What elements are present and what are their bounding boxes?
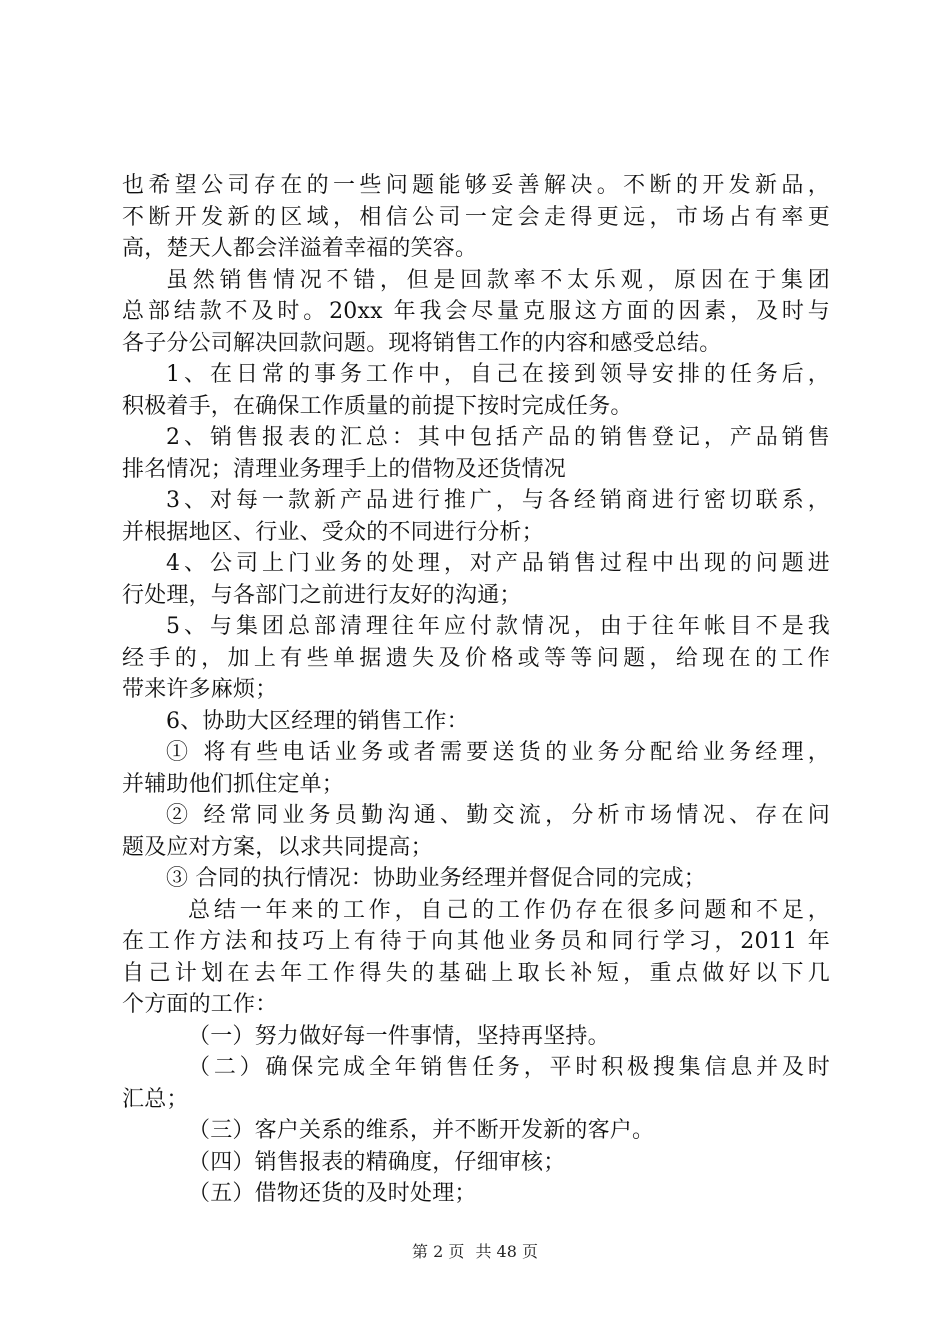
paragraph-line: 行处理，与各部门之前进行友好的沟通； [122, 582, 522, 608]
paragraph-line: 5、与集团总部清理往年应付款情况，由于往年帐目不是我 [166, 614, 830, 639]
paragraph-line: 并辅助他们抓住定单； [122, 771, 345, 797]
total-pages: 共 48 页 [475, 1242, 538, 1261]
paragraph-line: 总部结款不及时。20xx 年我会尽量克服这方面的因素，及时与 [122, 299, 830, 324]
paragraph-line: （三）客户关系的维系，并不断开发新的客户。 [188, 1118, 655, 1143]
paragraph-line: 高，楚天人都会洋溢着幸福的笑容。 [122, 236, 478, 261]
paragraph-line: 排名情况；清理业务理手上的借物及还货情况 [122, 456, 567, 482]
paragraph-line: 积极着手，在确保工作质量的前提下按时完成任务。 [122, 393, 633, 419]
paragraph-line: 总结一年来的工作，自己的工作仍存在很多问题和不足， [188, 897, 830, 923]
paragraph-line: 带来许多麻烦； [122, 677, 278, 702]
paragraph-line: ① 将有些电话业务或者需要送货的业务分配给业务经理， [166, 740, 830, 765]
paragraph-line: ② 经常同业务员勤沟通、勤交流，分析市场情况、存在问 [166, 803, 830, 828]
paragraph-line: ③ 合同的执行情况：协助业务经理并督促合同的完成； [166, 866, 706, 891]
paragraph-line: 题及应对方案，以求共同提高； [122, 834, 433, 860]
paragraph-line: 虽然销售情况不错，但是回款率不太乐观，原因在于集团 [166, 267, 830, 293]
paragraph-line: （一）努力做好每一件事情，坚持再坚持。 [188, 1023, 610, 1049]
paragraph-line: 3、对每一款新产品进行推广，与各经销商进行密切联系， [166, 488, 830, 513]
paragraph-line: （二）确保完成全年销售任务，平时积极搜集信息并及时 [188, 1055, 830, 1080]
paragraph-line: 个方面的工作： [122, 992, 278, 1017]
paragraph-line: 自己计划在去年工作得失的基础上取长补短，重点做好以下几 [122, 960, 830, 986]
paragraph-line: 各子分公司解决回款问题。现将销售工作的内容和感受总结。 [122, 330, 722, 356]
paragraph-line: 经手的，加上有些单据遗失及价格或等等问题，给现在的工作 [122, 645, 830, 671]
paragraph-line: 并根据地区、行业、受众的不同进行分析； [122, 519, 544, 545]
paragraph-line: （四）销售报表的精确度，仔细审核； [188, 1149, 566, 1175]
paragraph-line: 4、公司上门业务的处理，对产品销售过程中出现的问题进 [166, 551, 830, 576]
paragraph-line: 汇总； [122, 1086, 189, 1112]
page-number: 第 2 页 [412, 1242, 465, 1261]
page-footer [0, 1242, 950, 1262]
paragraph-line: 6、协助大区经理的销售工作： [166, 708, 469, 734]
paragraph-line: 也希望公司存在的一些问题能够妥善解决。不断的开发新品， [122, 173, 830, 198]
paragraph-line: 2、销售报表的汇总：其中包括产品的销售登记，产品销售 [166, 425, 830, 450]
paragraph-line: 在工作方法和技巧上有待于向其他业务员和同行学习，2011 年 [122, 929, 830, 954]
paragraph-line: 不断开发新的区域，相信公司一定会走得更远，市场占有率更 [122, 204, 830, 230]
document-body [122, 170, 830, 1210]
paragraph-line: 1、在日常的事务工作中，自己在接到领导安排的任务后， [166, 362, 830, 387]
paragraph-line: （五）借物还货的及时处理； [188, 1181, 477, 1206]
